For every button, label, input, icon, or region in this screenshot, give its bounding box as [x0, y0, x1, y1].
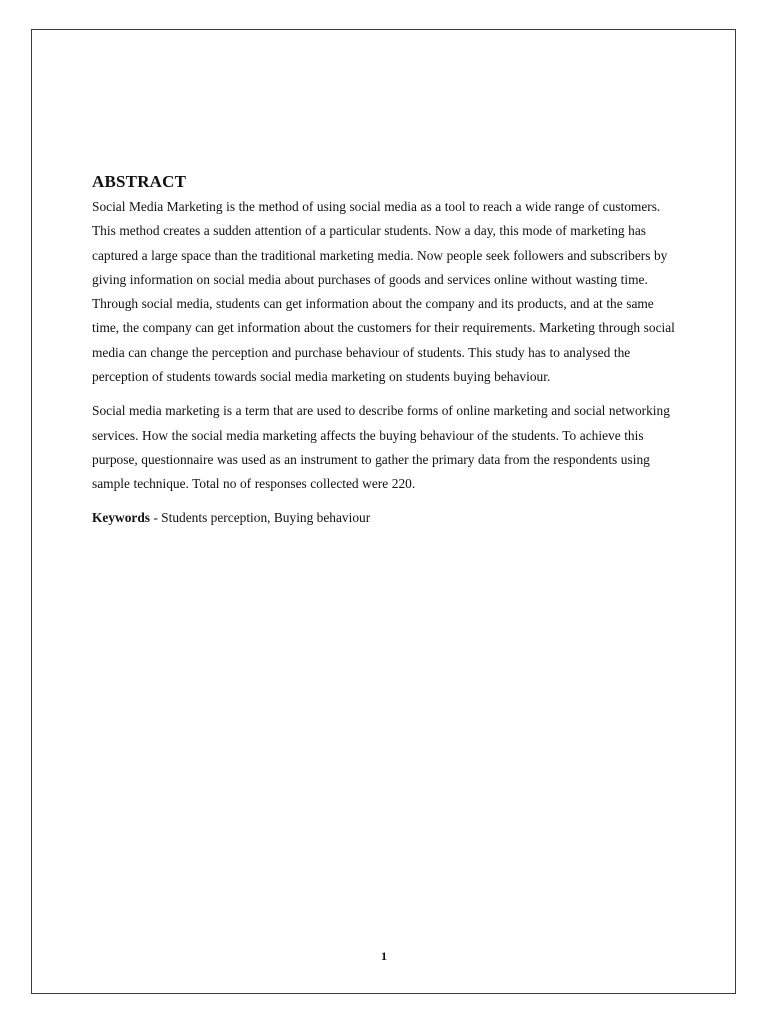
keywords-label: Keywords	[92, 509, 151, 525]
keywords-text: - Students perception, Buying behaviour	[150, 509, 371, 525]
abstract-paragraph-2: Social media marketing is a term that are used to describe forms of online marketing and social networking services. How the social media marketing affects the buying behaviour of the students. To achieve this purpose, questionnaire was used as an instrument to gather the primary data from the respondents using sample technique. Total no of responses collected were 220.	[92, 403, 670, 492]
page-number: 1	[381, 949, 387, 963]
section-heading: ABSTRACT	[92, 172, 187, 191]
document-body	[92, 171, 682, 530]
abstract-paragraph-1: Social Media Marketing is the method of using social media as a tool to reach a wide range of customers. This method creates a sudden attention of a particular students. Now a day, this mode of marketing has captured a large space than the traditional marketing media. Now people seek followers and subscribers by giving information on social media about purchases of goods and services online without wasting time. Through social media, students can get information about the company and its products, and at the same time, the company can get information about the customers for their requirements. Marketing through social media can change the perception and purchase behaviour of students. This study has to analysed the perception of students towards social media marketing on students buying behaviour.	[92, 199, 675, 385]
keywords-line	[92, 506, 682, 530]
